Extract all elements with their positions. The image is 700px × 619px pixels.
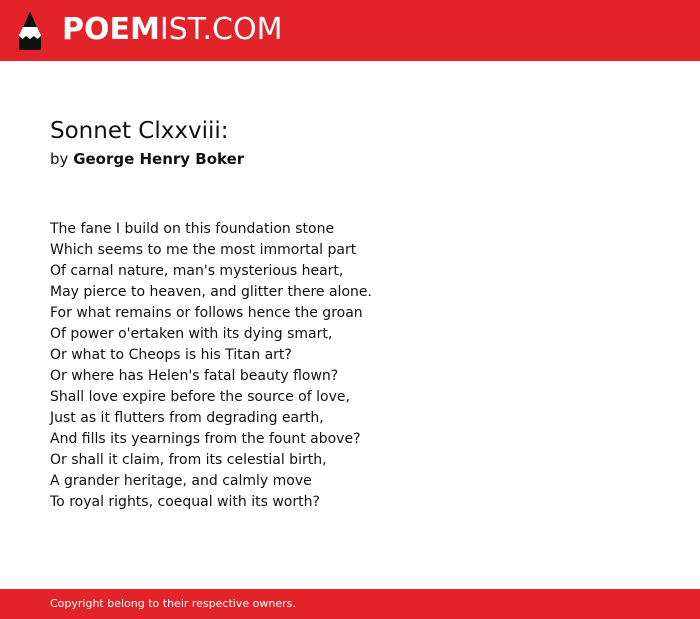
poem-line: Or where has Helen's fatal beauty flown? bbox=[50, 368, 339, 384]
site-footer bbox=[0, 589, 700, 619]
copyright-text: Copyright belong to their respective owners. bbox=[50, 597, 296, 610]
logo-text-light: IST.COM bbox=[159, 12, 283, 47]
poem-line: To royal rights, coequal with its worth? bbox=[50, 494, 320, 510]
poem-line: Or what to Cheops is his Titan art? bbox=[50, 347, 292, 363]
poem-line: Shall love expire before the source of love, bbox=[50, 389, 350, 405]
pencil-tip-icon[interactable] bbox=[18, 10, 42, 51]
poem-title: Sonnet Clxxviii: bbox=[50, 118, 229, 144]
poem-line: The fane I build on this foundation stone bbox=[50, 221, 335, 237]
poem-line: For what remains or follows hence the groan bbox=[50, 305, 363, 321]
by-label: by bbox=[50, 150, 69, 168]
poem-line: Of carnal nature, man's mysterious heart, bbox=[50, 263, 344, 279]
author-name[interactable]: George Henry Boker bbox=[73, 150, 245, 168]
poem-line: A grander heritage, and calmly move bbox=[50, 473, 312, 489]
poem-line: Or shall it claim, from its celestial birth, bbox=[50, 452, 327, 468]
poem-line: And fills its yearnings from the fount above? bbox=[50, 431, 361, 447]
site-logo[interactable] bbox=[62, 12, 282, 48]
site-header bbox=[0, 0, 700, 61]
poem-line: Of power o'ertaken with its dying smart, bbox=[50, 326, 333, 342]
poem-body bbox=[50, 219, 372, 513]
logo-text-bold: POEM bbox=[62, 12, 160, 47]
poem-line: Which seems to me the most immortal part bbox=[50, 242, 357, 258]
byline bbox=[50, 149, 244, 169]
poem-line: Just as it flutters from degrading earth, bbox=[50, 410, 324, 426]
poem-line: May pierce to heaven, and glitter there alone. bbox=[50, 284, 372, 300]
